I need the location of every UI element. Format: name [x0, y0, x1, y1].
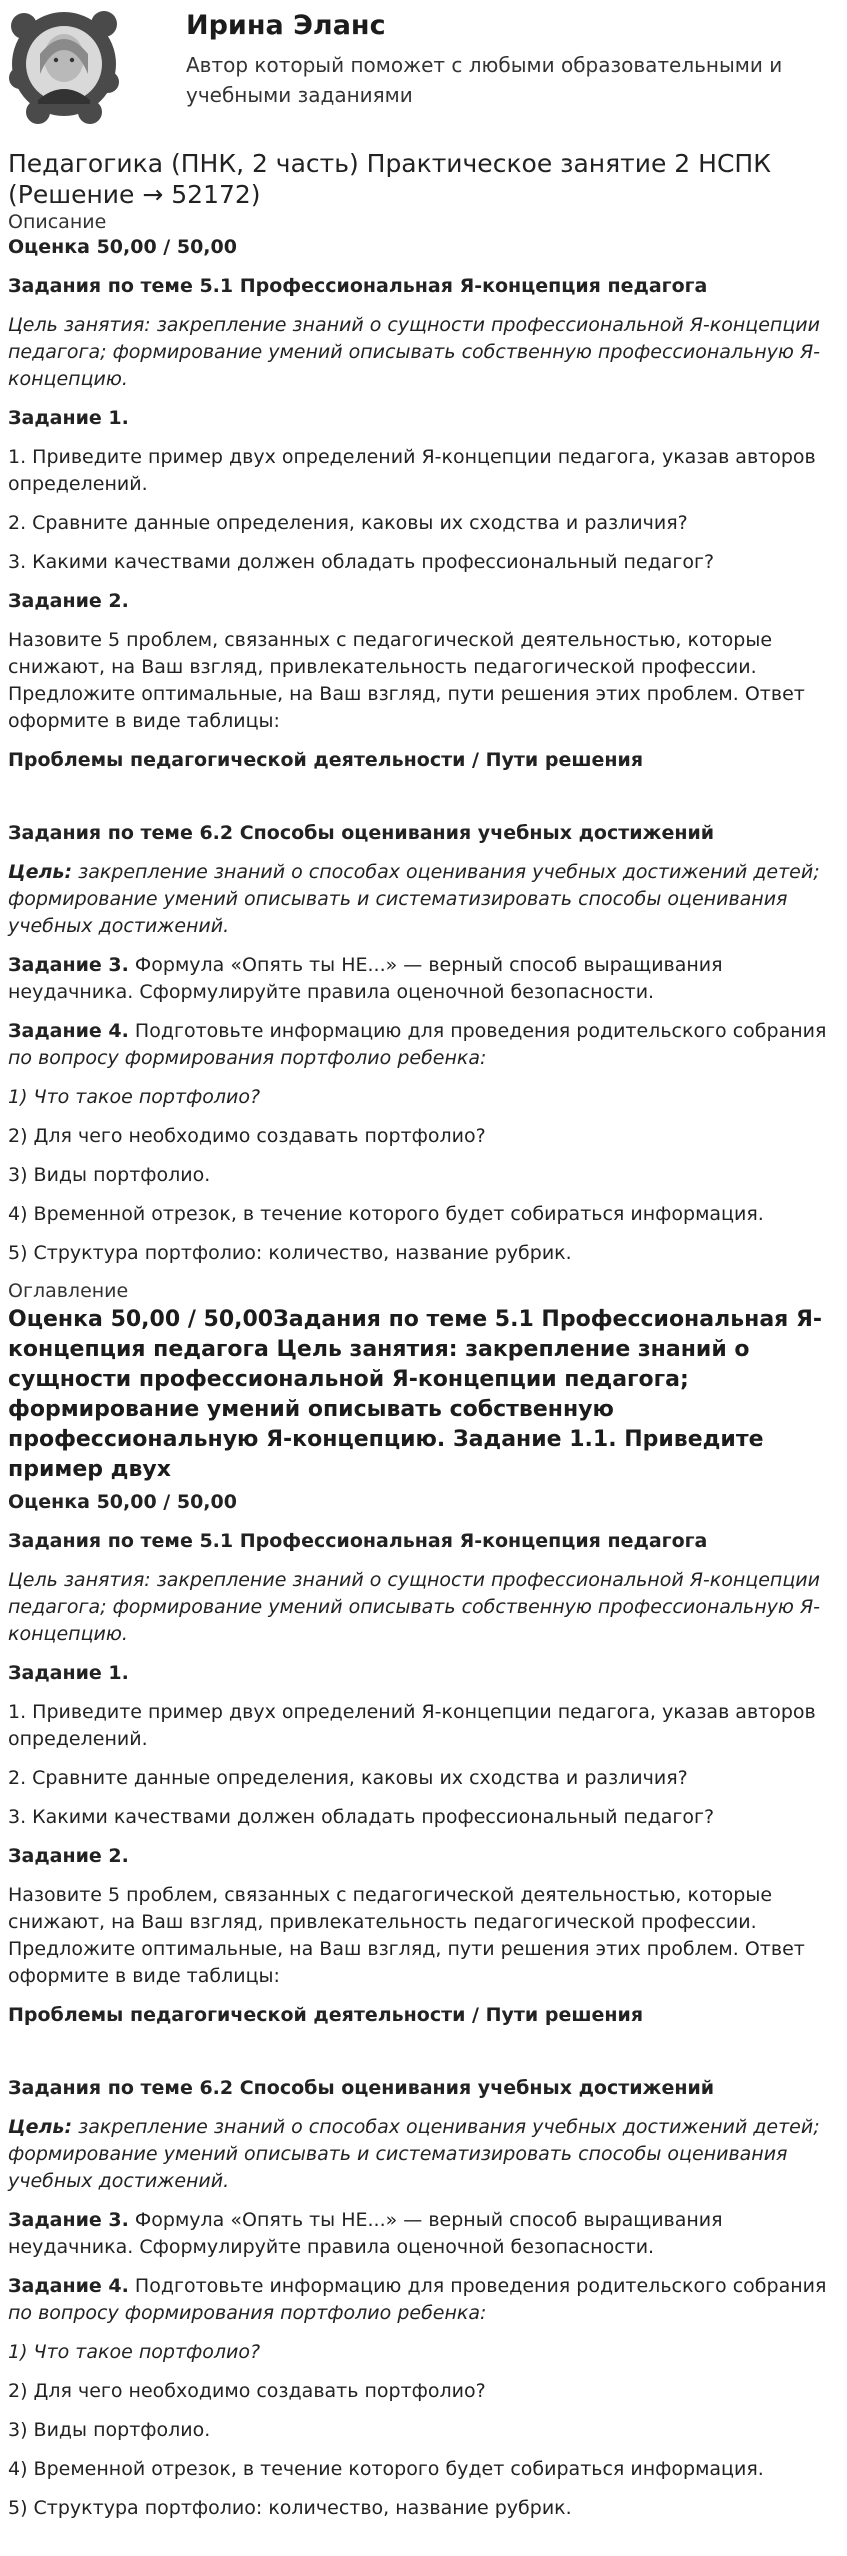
task1-question-1: 1. Приведите пример двух определений Я-концепции педагога, указав авторов определений.	[8, 446, 816, 495]
portfolio-item-4: 4) Временной отрезок, в течение которого будет собираться информация.	[8, 1203, 764, 1225]
topic2-goal	[8, 2114, 836, 2195]
toc-heading: Оценка 50,00 / 50,00Задания по теме 5.1 Профессиональная Я-концепция педагога Цель занятия: закрепление знаний о сущности профессиональной Я-концепции педагога; формирование умений описывать собственную профессиональную Я-концепцию. Задание 1.1. Приведите пример двух	[8, 1307, 823, 1482]
portfolio-item-1: 1) Что такое портфолио?	[8, 1086, 261, 1108]
work-title: Педагогика (ПНК, 2 часть) Практическое занятие 2 НСПК (Решение → 52172)	[8, 149, 771, 209]
task2-text: Назовите 5 проблем, связанных с педагогической деятельностью, которые снижают, на Ваш взгляд, привлекательность педагогической профессии. Предложите оптимальные, на Ваш взгляд, пути решения этих проблем. Ответ оформите в виде таблицы:	[8, 629, 805, 732]
portfolio-item-1: 1) Что такое портфолио?	[8, 2341, 261, 2363]
portfolio-item-2: 2) Для чего необходимо создавать портфолио?	[8, 1125, 486, 1147]
description-label: Описание	[8, 211, 107, 233]
spacer	[8, 2041, 836, 2075]
task1-label: Задание 1.	[8, 1662, 129, 1684]
task3-text: Формула «Опять ты НЕ...» — верный способ выращивания неудачника. Сформулируйте правила оценочной безопасности.	[8, 2209, 723, 2258]
task3-label: Задание 3.	[8, 954, 129, 976]
author-name[interactable]: Ирина Эланс	[186, 10, 386, 41]
task4-label: Задание 4.	[8, 2275, 129, 2297]
table-header: Проблемы педагогической деятельности / Пути решения	[8, 2004, 644, 2026]
task4-text-italic: по вопросу формирования портфолио ребенка:	[8, 1047, 487, 1069]
topic1-heading: Задания по теме 5.1 Профессиональная Я-концепция педагога	[8, 275, 708, 297]
topic2-heading: Задания по теме 6.2 Способы оценивания учебных достижений	[8, 822, 715, 844]
portfolio-item-3: 3) Виды портфолио.	[8, 2419, 211, 2441]
portfolio-item-2: 2) Для чего необходимо создавать портфолио?	[8, 2380, 486, 2402]
spacer	[8, 786, 836, 820]
task2-label: Задание 2.	[8, 590, 129, 612]
topic1-heading: Задания по теме 5.1 Профессиональная Я-концепция педагога	[8, 1530, 708, 1552]
task4	[8, 1018, 836, 1072]
toc-label: Оглавление	[8, 1280, 129, 1302]
toc-section	[8, 1489, 836, 2522]
task4-text: Подготовьте информацию для проведения родительского собрания	[128, 1020, 827, 1042]
work-main	[8, 148, 836, 2534]
grade: Оценка 50,00 / 50,00	[8, 1491, 237, 1513]
task1-question-2: 2. Сравните данные определения, каковы их сходства и различия?	[8, 1767, 688, 1789]
task2-text: Назовите 5 проблем, связанных с педагогической деятельностью, которые снижают, на Ваш взгляд, привлекательность педагогической профессии. Предложите оптимальные, на Ваш взгляд, пути решения этих проблем. Ответ оформите в виде таблицы:	[8, 1884, 805, 1987]
task1-question-3: 3. Какими качествами должен обладать профессиональный педагог?	[8, 1806, 715, 1828]
topic2-goal-label: Цель:	[8, 2116, 73, 2138]
topic1-goal: Цель занятия: закрепление знаний о сущности профессиональной Я-концепции педагога; формирование умений описывать собственную профессиональную Я-концепцию.	[8, 314, 820, 390]
portfolio-item-3: 3) Виды портфолио.	[8, 1164, 211, 1186]
portfolio-item-4: 4) Временной отрезок, в течение которого будет собираться информация.	[8, 2458, 764, 2480]
task2-label: Задание 2.	[8, 1845, 129, 1867]
task3-text: Формула «Опять ты НЕ...» — верный способ выращивания неудачника. Сформулируйте правила оценочной безопасности.	[8, 954, 723, 1003]
task1-question-1: 1. Приведите пример двух определений Я-концепции педагога, указав авторов определений.	[8, 1701, 816, 1750]
task3	[8, 2207, 836, 2261]
task4	[8, 2273, 836, 2327]
task4-text-italic: по вопросу формирования портфолио ребенка:	[8, 2302, 487, 2324]
topic2-goal	[8, 859, 836, 940]
description-section	[8, 234, 836, 1267]
table-header: Проблемы педагогической деятельности / Пути решения	[8, 749, 644, 771]
portfolio-item-5: 5) Структура портфолио: количество, название рубрик.	[8, 2497, 572, 2519]
task1-question-2: 2. Сравните данные определения, каковы их сходства и различия?	[8, 512, 688, 534]
author-avatar[interactable]	[8, 4, 120, 124]
task1-question-3: 3. Какими качествами должен обладать профессиональный педагог?	[8, 551, 715, 573]
topic2-goal-text: закрепление знаний о способах оценивания учебных достижений детей; формирование умений описывать и систематизировать способы оценивания учебных достижений.	[8, 861, 820, 937]
task1-label: Задание 1.	[8, 407, 129, 429]
topic1-goal: Цель занятия: закрепление знаний о сущности профессиональной Я-концепции педагога; формирование умений описывать собственную профессиональную Я-концепцию.	[8, 1569, 820, 1645]
task3-label: Задание 3.	[8, 2209, 129, 2231]
portfolio-item-5: 5) Структура портфолио: количество, название рубрик.	[8, 1242, 572, 1264]
topic2-goal-label: Цель:	[8, 861, 73, 883]
task4-text: Подготовьте информацию для проведения родительского собрания	[128, 2275, 827, 2297]
topic2-heading: Задания по теме 6.2 Способы оценивания учебных достижений	[8, 2077, 715, 2099]
author-description: Автор который поможет с любыми образовательными и учебными заданиями	[186, 53, 783, 107]
task4-label: Задание 4.	[8, 1020, 129, 1042]
topic2-goal-text: закрепление знаний о способах оценивания учебных достижений детей; формирование умений описывать и систематизировать способы оценивания учебных достижений.	[8, 2116, 820, 2192]
author-card	[0, 0, 847, 128]
task3	[8, 952, 836, 1006]
grade: Оценка 50,00 / 50,00	[8, 236, 237, 258]
